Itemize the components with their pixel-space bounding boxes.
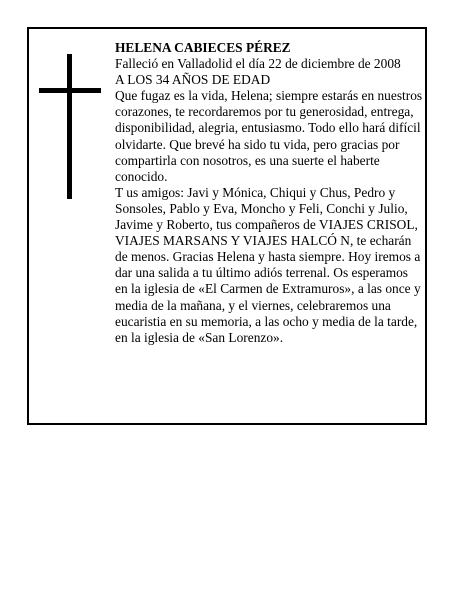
tribute-paragraph: Que fugaz es la vida, Helena; siempre estarás en nuestros corazones, te recordaremos por tu generosidad, entrega, disponibilidad, alegria, entusiasmo. Todo ello hará difícil olvidarte. Que brevé ha sido tu vida, pero gracias por compartirla con nosotros, es una suerte el haberte conocido.: [115, 88, 423, 184]
obituary-notice: [27, 27, 427, 425]
death-date-line: Falleció en Valladolid el día 22 de diciembre de 2008: [115, 56, 401, 72]
cross-vertical-bar: [67, 54, 72, 199]
friends-and-service-paragraph: T us amigos: Javi y Mónica, Chiqui y Chus, Pedro y Sonsoles, Pablo y Eva, Moncho y Feli, Conchi y Julio, Javime y Roberto, tus compañeros de VIAJES CRISOL, VIAJES MARSANS Y VIAJES HALCÓ N, te echarán de menos. Gracias Helena y hasta siempre. Hoy iremos a dar una salida a tu último adiós terrenal. Os esperamos en la iglesia de «El Carmen de Extramuros», a las once y media de la mañana, y el viernes, celebraremos una eucaristia en su memoria, a las ocho y media de la tarde, en la iglesia de «San Lorenzo».: [115, 184, 421, 345]
cross-horizontal-bar: [39, 88, 101, 93]
age-line: A LOS 34 AÑOS DE EDAD: [115, 72, 271, 88]
latin-cross-icon: [39, 54, 101, 199]
deceased-name: HELENA CABIECES PÉREZ: [115, 40, 291, 55]
obituary-text: [115, 40, 423, 346]
